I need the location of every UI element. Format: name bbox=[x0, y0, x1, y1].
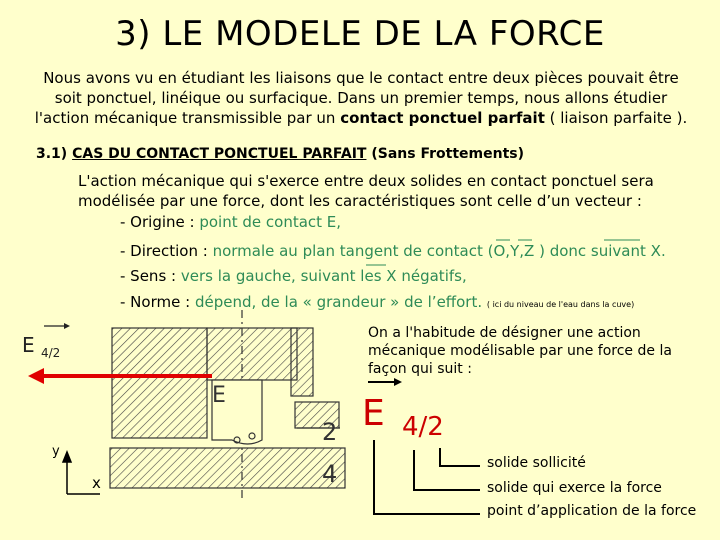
legend-solicited: solide sollicité bbox=[487, 455, 586, 471]
legend-application-point: point d’application de la force bbox=[487, 503, 697, 519]
axis-y-label: y bbox=[52, 444, 60, 459]
criterion-label: - Direction : bbox=[120, 242, 208, 260]
criterion-note: ( ici du niveau de l'eau dans la cuve) bbox=[486, 300, 635, 309]
notation-brackets bbox=[368, 378, 480, 514]
criterion-value: point de contact E, bbox=[199, 213, 342, 231]
part-2-label: 2 bbox=[322, 418, 338, 446]
criterion-label: - Sens : bbox=[120, 267, 177, 285]
vector-x: X bbox=[386, 267, 397, 285]
label-arrow bbox=[44, 323, 70, 329]
section-qualifier: (Sans Frottements) bbox=[371, 146, 524, 162]
vector-arrows bbox=[366, 240, 640, 265]
section-paragraph: L'action mécanique qui s'exerce entre deux solides en contact ponctuel sera modélisée par une force, dont les caractéristiques sont celle d’un vecteur : bbox=[78, 172, 654, 210]
mechanism-drawing bbox=[110, 310, 345, 500]
part-4-label: 4 bbox=[322, 460, 338, 488]
direction-text-2: ) donc suivant bbox=[539, 242, 646, 260]
intro-text-2: ( liaison parfaite ). bbox=[544, 109, 688, 127]
notation-explanation: On a l'habitude de désigner une action mécanique modélisable par une force de la façon qui suit : bbox=[368, 325, 672, 377]
intro-bold: contact ponctuel parfait bbox=[340, 109, 545, 127]
direction-end: . bbox=[660, 242, 666, 260]
criterion-label: - Norme : bbox=[120, 293, 191, 311]
page-title: 3) LE MODELE DE LA FORCE bbox=[115, 14, 605, 54]
axis-x-label: x bbox=[92, 474, 101, 492]
legend-exerting: solide qui exerce la force bbox=[487, 480, 662, 496]
vector-y: Y bbox=[510, 242, 520, 260]
criterion-label: - Origine : bbox=[120, 213, 195, 231]
sens-text-2: négatifs, bbox=[401, 267, 467, 285]
direction-text: normale au plan tangent de contact (O, bbox=[212, 242, 511, 260]
vector-x: X bbox=[650, 242, 661, 260]
section-title: CAS DU CONTACT PONCTUEL PARFAIT bbox=[72, 146, 367, 162]
force-subscript: 4/2 bbox=[41, 346, 61, 360]
notation-letter: E bbox=[362, 393, 385, 434]
point-label: E bbox=[212, 383, 226, 408]
sens-text: vers la gauche, suivant les bbox=[180, 267, 382, 285]
criterion-value: dépend, de la « grandeur » de l’effort. bbox=[194, 293, 483, 311]
intro-text-1: Nous avons vu en étudiant les liaisons que le contact entre deux pièces pouvait être soit ponctuel, linéique ou surfacique. Dans un premier temps, nous allons étudier l'action mécanique transmissible par un bbox=[34, 69, 679, 127]
notation-subscript: 4/2 bbox=[402, 412, 444, 442]
vector-z: Z bbox=[524, 242, 535, 260]
force-letter: E bbox=[22, 333, 35, 357]
section-number: 3.1) bbox=[36, 146, 68, 162]
direction-sep: , bbox=[519, 242, 525, 260]
force-label bbox=[22, 333, 60, 360]
